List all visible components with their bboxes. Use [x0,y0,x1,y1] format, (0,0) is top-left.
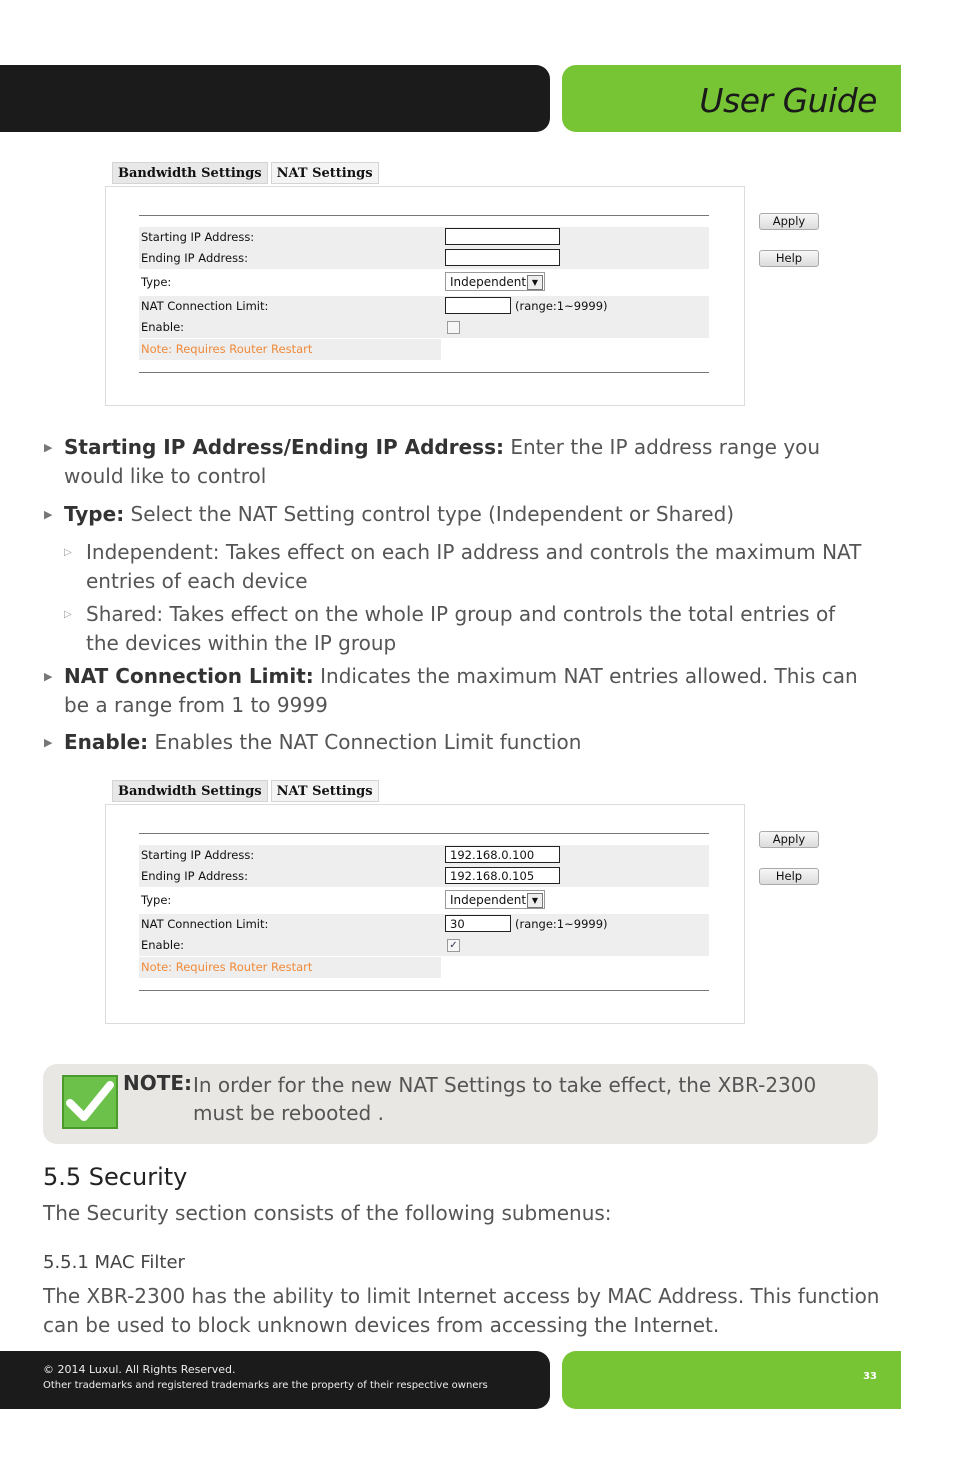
type-select-value: Independent [450,893,527,907]
page-title: User Guide [699,81,877,120]
enable-checkbox[interactable] [447,321,460,334]
nat-settings-screenshot-filled [105,780,845,1030]
bullet-bold: Starting IP Address/Ending IP Address: [64,435,504,459]
bullet-bold: NAT Connection Limit: [64,664,314,688]
section-intro: The Security section consists of the following submenus: [43,1201,612,1225]
bullet-marker: ▶ [44,508,53,521]
row-connection-limit [139,296,709,317]
bullet-text: Indicates the maximum NAT entries allowed. This can be a range from 1 to 9999 [64,664,858,717]
nat-settings-panel [105,186,745,406]
note-label: NOTE: [123,1071,193,1095]
tab-bandwidth-settings[interactable]: Bandwidth Settings [112,162,268,184]
divider-top [139,215,709,216]
label-starting-ip: Starting IP Address: [141,848,255,862]
starting-ip-input[interactable]: 192.168.0.100 [445,846,560,863]
divider-bottom [139,990,709,991]
row-type [139,272,709,293]
label-ending-ip: Ending IP Address: [141,869,248,883]
header-bar-green [562,65,901,132]
tab-bar [112,780,382,802]
type-select[interactable] [445,890,545,909]
row-enable [139,317,709,338]
row-connection-limit [139,914,709,935]
restart-note [139,339,441,360]
chevron-down-icon[interactable]: ▼ [527,275,543,290]
bullet-text: Select the NAT Setting control type (Independent or Shared) [124,502,735,526]
subsection-text: The XBR-2300 has the ability to limit Internet access by MAC Address. This function can be used to block unknown devices from accessing the Internet. [43,1284,880,1337]
nat-settings-screenshot-empty [105,162,845,412]
sub-bullet-text: Shared: Takes effect on the whole IP group and controls the total entries of the devices within the IP group [86,602,836,655]
apply-button[interactable]: Apply [759,831,819,848]
sub-bullet-marker: ▷ [64,547,72,558]
label-starting-ip: Starting IP Address: [141,230,255,244]
note-box [43,1064,878,1144]
connection-limit-input[interactable] [445,297,511,314]
restart-note-text: Note: Requires Router Restart [141,960,313,974]
row-starting-ip [139,227,709,248]
tab-bandwidth-settings[interactable]: Bandwidth Settings [112,780,268,802]
range-hint: (range:1~9999) [515,917,608,931]
sub-bullet-text: Independent: Takes effect on each IP address and controls the maximum NAT entries of each device [86,540,862,593]
sub-bullet-marker: ▷ [64,609,72,620]
row-ending-ip [139,866,709,887]
bullet-ip-range [44,433,864,491]
header-bar-dark [0,65,550,132]
subsection-heading: 5.5.1 MAC Filter [43,1252,185,1273]
help-button[interactable]: Help [759,250,819,267]
bullet-text: Enables the NAT Connection Limit function [148,730,582,754]
restart-note [139,957,441,978]
ending-ip-input[interactable]: 192.168.0.105 [445,867,560,884]
ending-ip-input[interactable] [445,249,560,266]
tab-nat-settings[interactable]: NAT Settings [271,162,379,184]
connection-limit-input[interactable]: 30 [445,915,511,932]
label-connection-limit: NAT Connection Limit: [141,299,269,313]
divider-bottom [139,372,709,373]
section-heading: 5.5 Security [43,1163,188,1191]
label-enable: Enable: [141,938,185,952]
sub-bullet-shared [64,600,864,658]
bullet-bold: Type: [64,502,125,526]
bullet-type [44,500,864,529]
bullet-connection-limit [44,662,864,720]
type-select-value: Independent [450,275,527,289]
tab-nat-settings[interactable]: NAT Settings [271,780,379,802]
copyright-text: © 2014 Luxul. All Rights Reserved. [43,1363,236,1376]
note-text: In order for the new NAT Settings to take effect, the XBR-2300 must be rebooted . [193,1073,817,1125]
row-starting-ip [139,845,709,866]
chevron-down-icon[interactable]: ▼ [527,893,543,908]
help-button[interactable]: Help [759,868,819,885]
bullet-text: Enter the IP address range you would like to control [64,435,821,488]
bullet-bold: Enable: [64,730,149,754]
row-type [139,890,709,911]
label-ending-ip: Ending IP Address: [141,251,248,265]
bullet-marker: ▶ [44,736,53,749]
type-select[interactable] [445,272,545,291]
row-ending-ip [139,248,709,269]
nat-settings-panel [105,804,745,1024]
tab-bar [112,162,382,184]
footer-bar-green [562,1351,901,1409]
enable-checkbox[interactable]: ✓ [447,939,460,952]
trademark-text: Other trademarks and registered trademarks are the property of their respective owners [43,1380,488,1391]
bullet-enable [44,728,864,757]
label-type: Type: [141,893,172,907]
divider-top [139,833,709,834]
footer-bar-dark [0,1351,550,1409]
label-enable: Enable: [141,320,185,334]
row-enable [139,935,709,956]
range-hint: (range:1~9999) [515,299,608,313]
label-connection-limit: NAT Connection Limit: [141,917,269,931]
starting-ip-input[interactable] [445,228,560,245]
page-number: 33 [863,1371,877,1382]
bullet-marker: ▶ [44,670,53,683]
bullet-marker: ▶ [44,441,53,454]
apply-button[interactable]: Apply [759,213,819,230]
label-type: Type: [141,275,172,289]
checkmark-icon [62,1075,118,1129]
sub-bullet-independent [64,538,864,596]
restart-note-text: Note: Requires Router Restart [141,342,313,356]
